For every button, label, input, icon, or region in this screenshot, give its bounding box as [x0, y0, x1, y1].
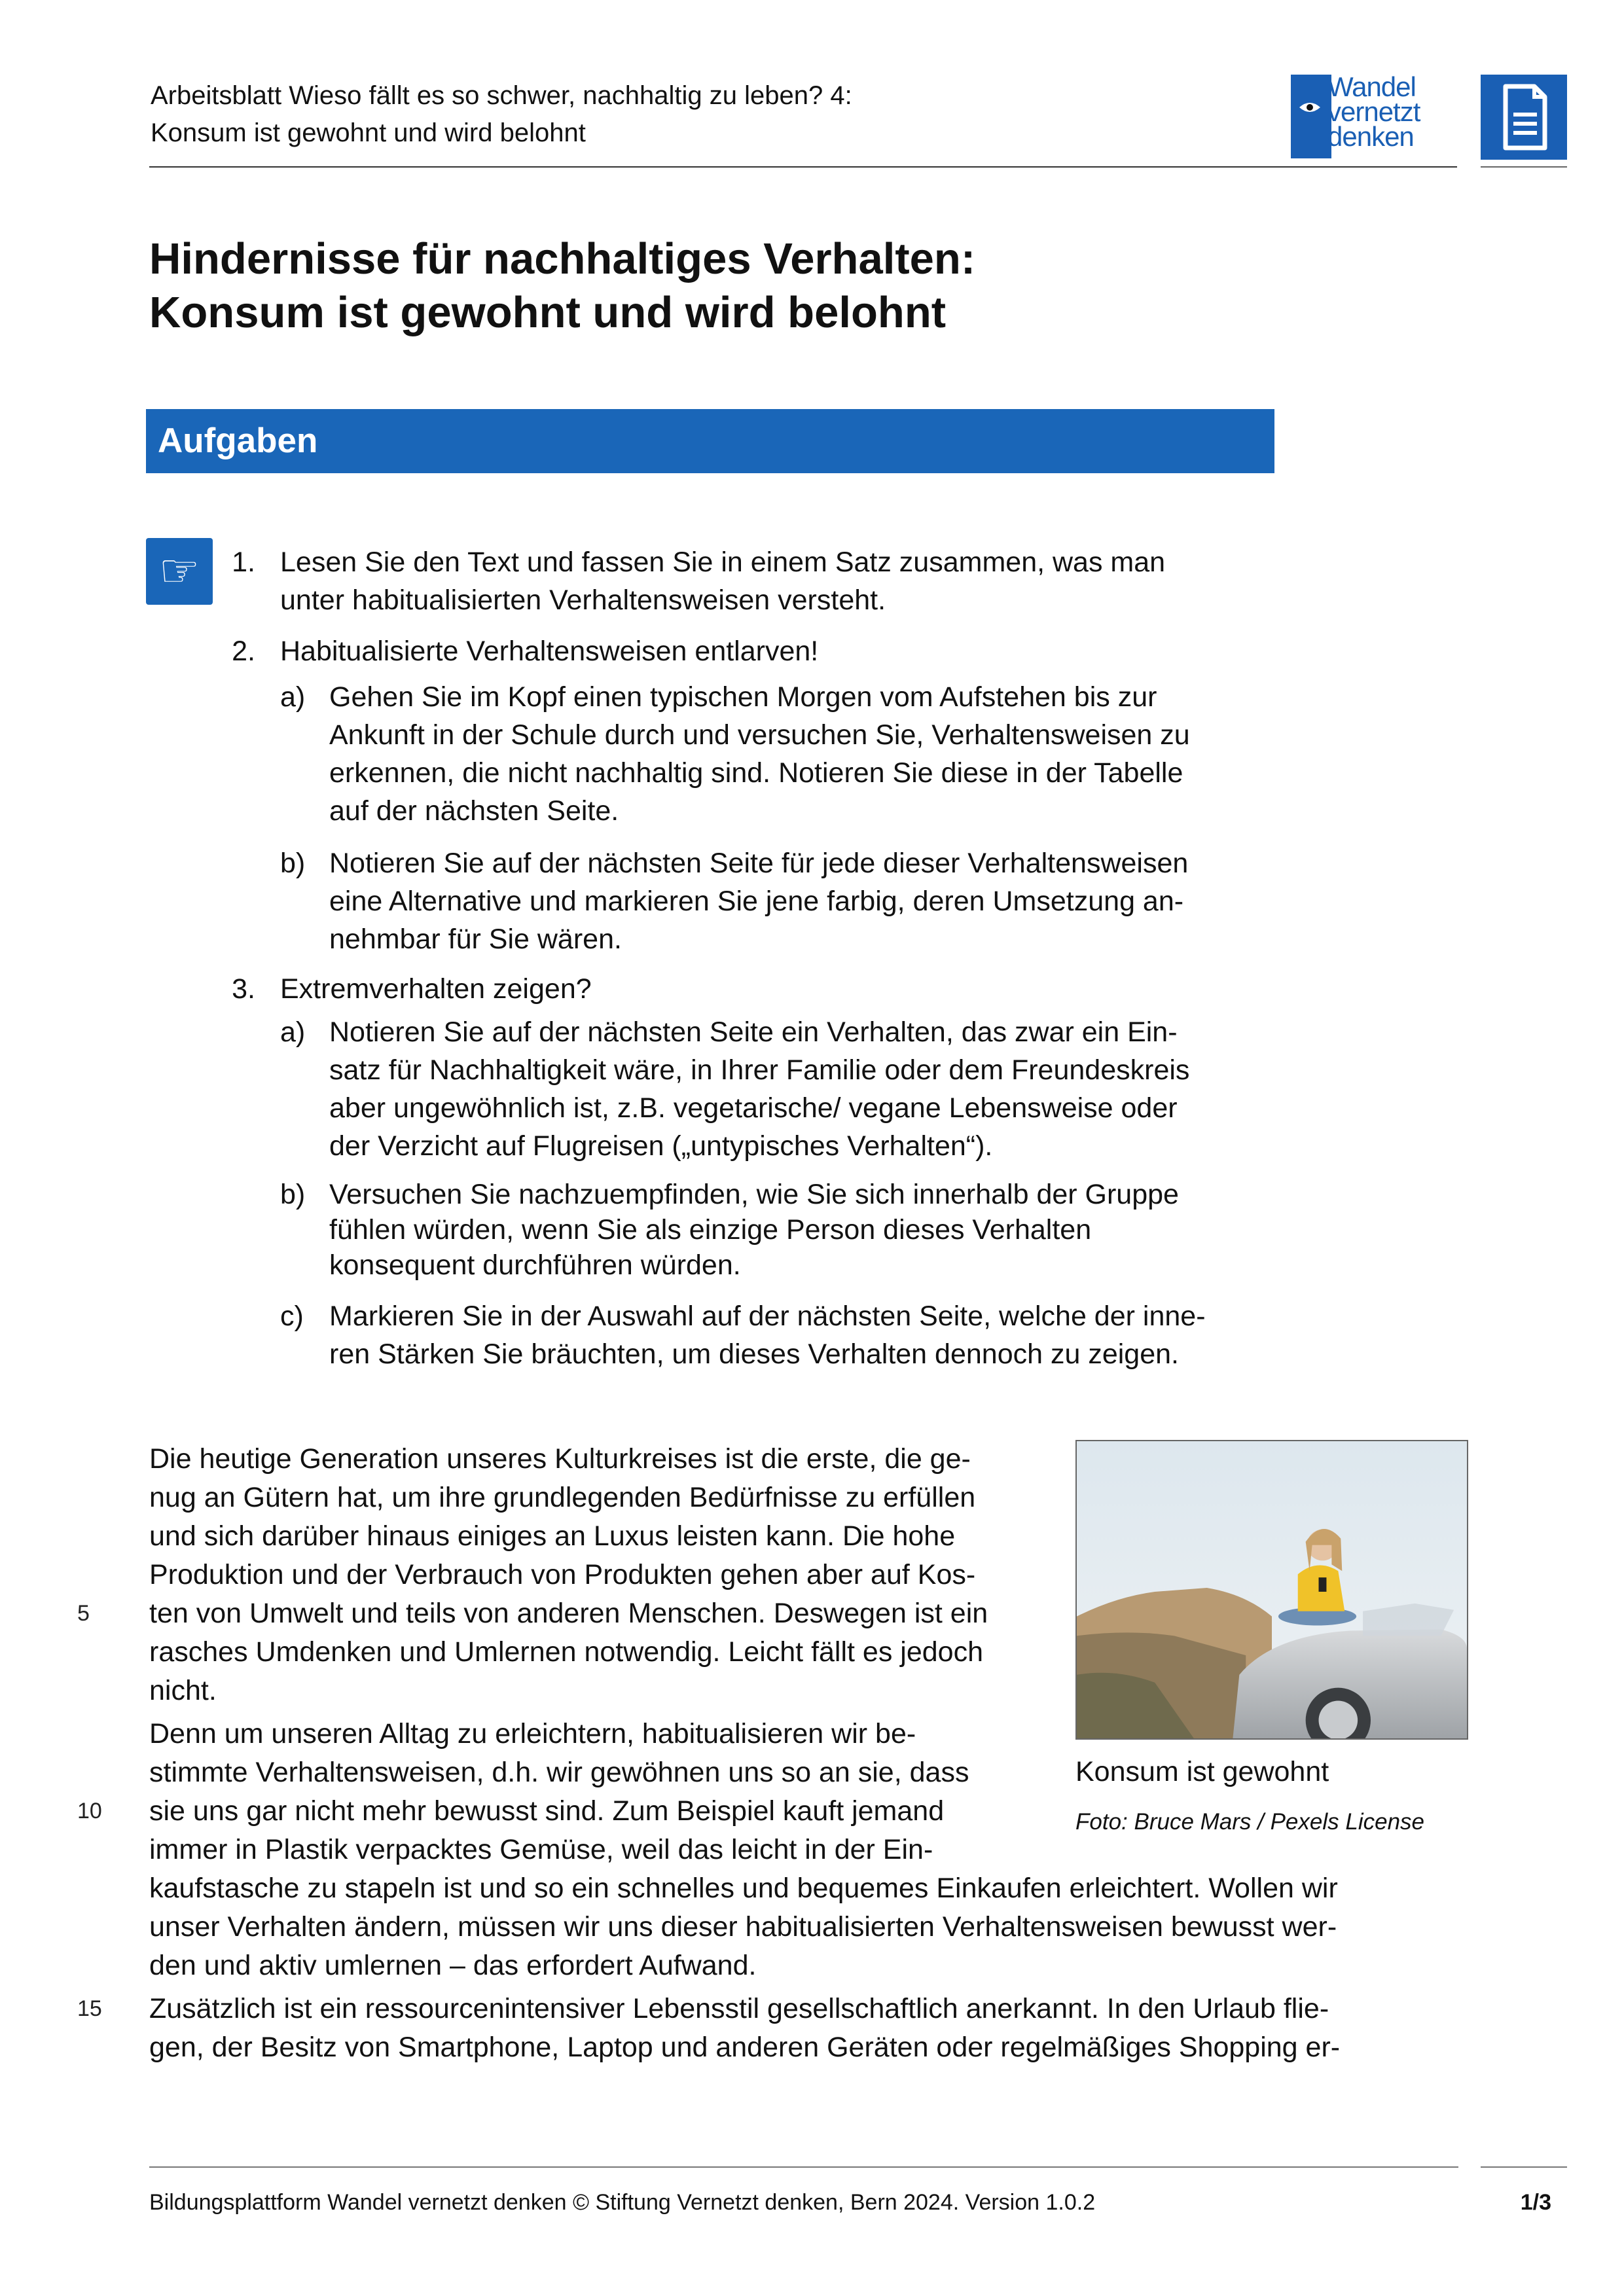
pointing-hand-icon: ☞ [146, 538, 213, 605]
header-divider [149, 166, 1457, 168]
task-3c-line: Markieren Sie in der Auswahl auf der nächsten Seite, welche der inne- [329, 1300, 1206, 1332]
task-3b-line: konsequent durchführen würden. [329, 1249, 741, 1281]
body-line: und sich darüber hinaus einiges an Luxus leisten kann. Die hohe [149, 1520, 956, 1552]
figure-caption: Konsum ist gewohnt [1075, 1756, 1329, 1787]
body-line: nicht. [149, 1675, 217, 1706]
task-3a-line: satz für Nachhaltigkeit wäre, in Ihrer Familie oder dem Freundeskreis [329, 1054, 1190, 1086]
eye-icon [1299, 101, 1321, 114]
task-3a-line: aber ungewöhnlich ist, z.B. vegetarische/ vegane Lebensweise oder [329, 1092, 1178, 1124]
page-title [149, 232, 1393, 340]
footer-copyright: Bildungsplattform Wandel vernetzt denken © Stiftung Vernetzt denken, Bern 2024. Version 1.0.2 [149, 2190, 1096, 2215]
title-line-1: Hindernisse für nachhaltiges Verhalten: [149, 234, 976, 283]
header-divider-short [1481, 166, 1567, 168]
task-1-number: 1. [232, 547, 255, 578]
task-3a-letter: a) [280, 1016, 306, 1048]
body-line: immer in Plastik verpacktes Gemüse, weil das leicht in der Ein- [149, 1834, 933, 1865]
logo-word-3: denken [1327, 121, 1414, 152]
body-line: gen, der Besitz von Smartphone, Laptop und anderen Geräten oder regelmäßiges Shopping er- [149, 2032, 1341, 2063]
footer-divider-short [1481, 2166, 1567, 2168]
task-2a-letter: a) [280, 681, 306, 713]
body-line: Zusätzlich ist ein ressourcenintensiver Lebensstil gesellschaftlich anerkannt. In den Urlaub flie- [149, 1993, 1329, 2024]
task-3b-line: fühlen würden, wenn Sie als einzige Person dieses Verhalten [329, 1214, 1092, 1246]
task-1-line: unter habitualisierten Verhaltensweisen versteht. [280, 584, 886, 616]
task-3-line: Extremverhalten zeigen? [280, 973, 592, 1005]
logo-block [1291, 75, 1331, 158]
task-3c-letter: c) [280, 1300, 304, 1332]
body-line: rasches Umdenken und Umlernen notwendig. Leicht fällt es jedoch [149, 1636, 984, 1668]
header-line-1: Arbeitsblatt Wieso fällt es so schwer, nachhaltig zu leben? 4: [151, 81, 852, 110]
line-number: 15 [77, 1996, 102, 2021]
task-2b-line: nehmbar für Sie wären. [329, 924, 622, 955]
page-number: 1/3 [1520, 2190, 1551, 2215]
task-2a-line: Gehen Sie im Kopf einen typischen Morgen vom Aufstehen bis zur [329, 681, 1157, 713]
body-line: Die heutige Generation unseres Kulturkreises ist die erste, die ge- [149, 1443, 971, 1475]
title-line-2: Konsum ist gewohnt und wird belohnt [149, 288, 947, 337]
body-line: nug an Gütern hat, um ihre grundlegenden Bedürfnisse zu erfüllen [149, 1482, 976, 1513]
task-3b-letter: b) [280, 1179, 306, 1210]
wandel-vernetzt-denken-logo [1291, 71, 1468, 160]
body-line: ten von Umwelt und teils von anderen Menschen. Deswegen ist ein [149, 1598, 988, 1629]
line-number: 5 [77, 1601, 90, 1626]
task-2b-line: eine Alternative und markieren Sie jene farbig, deren Umsetzung an- [329, 886, 1184, 917]
body-line: sie uns gar nicht mehr bewusst sind. Zum Beispiel kauft jemand [149, 1795, 945, 1827]
task-3a-line: Notieren Sie auf der nächsten Seite ein Verhalten, das zwar ein Ein- [329, 1016, 1178, 1048]
tasks-heading-bar [146, 409, 1274, 473]
logo-word-1: Wandel [1327, 71, 1416, 102]
header-line-2: Konsum ist gewohnt und wird belohnt [151, 118, 586, 147]
task-3a-line: der Verzicht auf Flugreisen („untypisches Verhalten“). [329, 1130, 993, 1162]
task-3c-line: ren Stärken Sie bräuchten, um dieses Verhalten dennoch zu zeigen. [329, 1338, 1179, 1370]
logo-wordmark [1327, 71, 1420, 152]
body-line: kaufstasche zu stapeln ist und so ein schnelles und bequemes Einkaufen erleichtert. Wollen wir [149, 1873, 1338, 1904]
line-number: 10 [77, 1799, 102, 1823]
task-3b-line: Versuchen Sie nachzuempfinden, wie Sie sich innerhalb der Gruppe [329, 1179, 1179, 1210]
task-2-number: 2. [232, 636, 255, 667]
task-2b-letter: b) [280, 848, 306, 879]
task-2a-line: auf der nächsten Seite. [329, 795, 619, 827]
task-3-number: 3. [232, 973, 255, 1005]
worksheet-document-icon [1481, 75, 1567, 160]
task-1-line: Lesen Sie den Text und fassen Sie in einem Satz zusammen, was man [280, 547, 1166, 578]
body-line: unser Verhalten ändern, müssen wir uns dieser habitualisierten Verhaltensweisen bewusst wer- [149, 1911, 1337, 1943]
logo-word-2: vernetzt [1327, 96, 1420, 127]
header-title [151, 77, 1132, 152]
task-2a-line: erkennen, die nicht nachhaltig sind. Notieren Sie diese in der Tabelle [329, 757, 1183, 789]
body-line: den und aktiv umlernen – das erfordert Aufwand. [149, 1950, 757, 1981]
photo-woman-on-convertible [1075, 1440, 1468, 1740]
body-line: Produktion und der Verbrauch von Produkten gehen aber auf Kos- [149, 1559, 976, 1590]
tasks-heading: Aufgaben [158, 422, 318, 460]
body-line: Denn um unseren Alltag zu erleichtern, habitualisieren wir be- [149, 1718, 916, 1749]
body-line: stimmte Verhaltensweisen, d.h. wir gewöhnen uns so an sie, dass [149, 1757, 969, 1788]
task-2a-line: Ankunft in der Schule durch und versuchen Sie, Verhaltensweisen zu [329, 719, 1190, 751]
photo-credit: Foto: Bruce Mars / Pexels License [1075, 1809, 1424, 1835]
footer-divider [149, 2166, 1458, 2168]
task-2-line: Habitualisierte Verhaltensweisen entlarven! [280, 636, 819, 667]
task-2b-line: Notieren Sie auf der nächsten Seite für jede dieser Verhaltensweisen [329, 848, 1189, 879]
